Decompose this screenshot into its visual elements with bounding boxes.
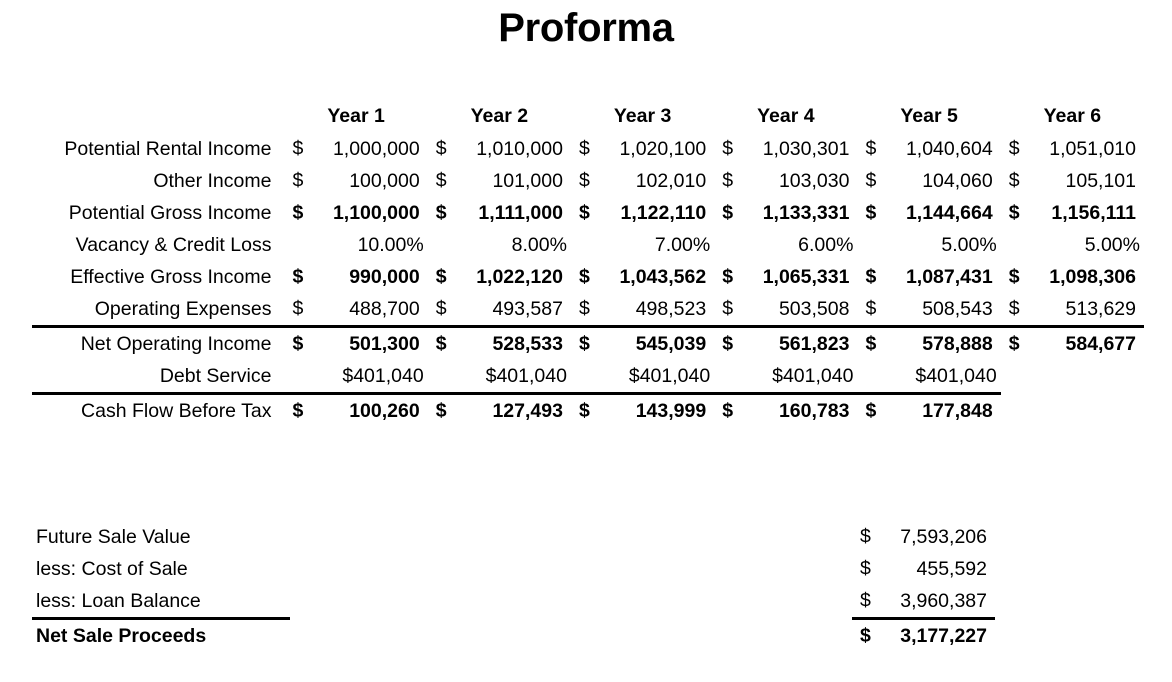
cell-year-1	[284, 165, 427, 197]
currency-symbol: $	[865, 332, 877, 355]
table-row	[32, 133, 1144, 165]
cell-value: 578,888	[922, 332, 993, 355]
cell-value: 990,000	[349, 265, 420, 288]
cell-year-2	[428, 293, 571, 327]
currency-symbol: $	[292, 169, 304, 192]
cell-value: 102,010	[635, 169, 707, 192]
cell-year-1	[284, 327, 427, 361]
cell-value: 503,508	[778, 297, 850, 320]
cell-year-1	[284, 261, 427, 293]
currency-symbol: $	[292, 332, 304, 355]
cell-value: 1,065,331	[762, 265, 850, 288]
column-header-year-4: Year 4	[757, 105, 815, 127]
currency-symbol: $	[435, 169, 447, 192]
cell-year-1	[284, 197, 427, 229]
sale-row-spacer	[290, 585, 852, 619]
cell-value: 103,030	[778, 169, 850, 192]
sale-summary-table	[32, 521, 1144, 652]
sale-row	[32, 585, 1144, 619]
cell-year-2	[428, 360, 571, 394]
row-label: Net Operating Income	[32, 327, 284, 361]
row-label: Potential Rental Income	[64, 137, 272, 160]
cell-year-1	[284, 229, 427, 261]
currency-symbol: $	[1008, 169, 1020, 192]
table-row	[32, 261, 1144, 293]
cell-value: $401,040	[772, 364, 854, 387]
currency-symbol: $	[722, 297, 734, 320]
currency-symbol: $	[722, 201, 734, 224]
table-header-row	[32, 100, 1144, 133]
table-row	[32, 165, 1144, 197]
currency-symbol: $	[860, 624, 871, 647]
cell-value: 1,010,000	[476, 137, 563, 160]
cell-year-4	[714, 327, 857, 361]
cell-year-3	[571, 229, 714, 261]
cell-value: 127,493	[492, 399, 563, 422]
cell-value: 1,020,100	[619, 137, 707, 160]
proforma-table	[32, 100, 1144, 427]
cell-year-5	[857, 229, 1000, 261]
cell-value: 528,533	[492, 332, 563, 355]
cell-value: 561,823	[778, 332, 850, 355]
currency-symbol: $	[292, 201, 304, 224]
cell-value: 1,000,000	[332, 137, 420, 160]
sale-row-value-cell	[852, 619, 995, 653]
row-label: Effective Gross Income	[70, 265, 272, 288]
cell-year-5	[857, 197, 1000, 229]
cell-year-3	[571, 293, 714, 327]
row-label: Other Income	[153, 169, 272, 192]
cell-year-2	[428, 165, 571, 197]
row-label: Debt Service	[159, 364, 272, 387]
cell-value: 1,030,301	[762, 137, 850, 160]
table-row	[32, 394, 1144, 428]
cell-value: 498,523	[635, 297, 707, 320]
sale-row-value: 7,593,206	[900, 525, 987, 548]
cell-value: 1,100,000	[332, 201, 420, 224]
table-row	[32, 229, 1144, 261]
cell-year-6	[1001, 197, 1144, 229]
currency-symbol: $	[435, 399, 447, 422]
cell-year-4	[714, 133, 857, 165]
currency-symbol: $	[722, 399, 734, 422]
cell-year-2	[428, 394, 571, 428]
cell-year-2	[428, 327, 571, 361]
cell-value: 501,300	[349, 332, 420, 355]
cell-year-4	[714, 261, 857, 293]
cell-year-2	[428, 197, 571, 229]
currency-symbol: $	[578, 399, 590, 422]
cell-value: 1,098,306	[1049, 265, 1136, 288]
cell-value: 1,156,111	[1051, 201, 1136, 224]
cell-year-6	[1001, 360, 1144, 394]
cell-year-3	[571, 197, 714, 229]
cell-year-5	[857, 261, 1000, 293]
currency-symbol: $	[578, 297, 590, 320]
cell-year-5	[857, 133, 1000, 165]
row-label: Cash Flow Before Tax	[32, 394, 284, 428]
row-label: Vacancy & Credit Loss	[75, 233, 272, 256]
cell-value: $401,040	[342, 364, 424, 387]
currency-symbol: $	[860, 557, 871, 580]
sale-row-value-cell	[852, 553, 995, 585]
currency-symbol: $	[865, 399, 877, 422]
currency-symbol: $	[292, 137, 304, 160]
currency-symbol: $	[435, 297, 447, 320]
cell-year-4	[714, 165, 857, 197]
sale-row-tail	[995, 585, 1144, 619]
currency-symbol: $	[860, 589, 871, 612]
cell-value: 105,101	[1065, 169, 1136, 192]
sale-row-tail	[995, 553, 1144, 585]
cell-year-2	[428, 133, 571, 165]
table-row	[32, 360, 1144, 394]
cell-value: $401,040	[915, 364, 997, 387]
cell-year-2	[428, 261, 571, 293]
sale-row-value: 3,960,387	[900, 589, 987, 612]
cell-year-3	[571, 327, 714, 361]
currency-symbol: $	[1008, 332, 1020, 355]
currency-symbol: $	[1008, 297, 1020, 320]
currency-symbol: $	[578, 332, 590, 355]
cell-value: 1,051,010	[1049, 137, 1136, 160]
sale-row-value-cell	[852, 521, 995, 553]
cell-value: $401,040	[485, 364, 567, 387]
cell-year-4	[714, 394, 857, 428]
cell-year-4	[714, 360, 857, 394]
sale-row	[32, 553, 1144, 585]
cell-value: 104,060	[922, 169, 993, 192]
cell-value: 1,087,431	[905, 265, 993, 288]
currency-symbol: $	[578, 265, 590, 288]
currency-symbol: $	[865, 201, 877, 224]
cell-year-1	[284, 133, 427, 165]
currency-symbol: $	[722, 137, 734, 160]
sale-row-label: Future Sale Value	[36, 525, 191, 548]
currency-symbol: $	[435, 137, 447, 160]
cell-year-6	[1001, 165, 1144, 197]
currency-symbol: $	[865, 265, 877, 288]
currency-symbol: $	[578, 137, 590, 160]
sale-row-value: 3,177,227	[900, 624, 987, 647]
cell-value: $401,040	[628, 364, 711, 387]
cell-year-3	[571, 360, 714, 394]
cell-year-5	[857, 360, 1000, 394]
cell-year-2	[428, 229, 571, 261]
cell-value: 10.00%	[357, 233, 424, 256]
cell-year-3	[571, 165, 714, 197]
sale-row	[32, 521, 1144, 553]
cell-value: 101,000	[492, 169, 563, 192]
sale-summary-body	[32, 521, 1144, 652]
cell-value: 1,144,664	[905, 201, 993, 224]
column-header-year-2: Year 2	[470, 105, 529, 127]
currency-symbol: $	[865, 169, 877, 192]
cell-year-1	[284, 394, 427, 428]
cell-value: 100,000	[349, 169, 420, 192]
cell-value: 1,122,110	[620, 201, 707, 224]
currency-symbol: $	[292, 399, 304, 422]
table-row	[32, 327, 1144, 361]
cell-value: 513,629	[1065, 297, 1136, 320]
currency-symbol: $	[865, 297, 877, 320]
cell-value: 1,040,604	[905, 137, 993, 160]
cell-value: 493,587	[492, 297, 563, 320]
cell-value: 488,700	[349, 297, 420, 320]
currency-symbol: $	[292, 297, 304, 320]
column-header-year-1: Year 1	[327, 105, 385, 127]
cell-year-6	[1001, 261, 1144, 293]
cell-value: 508,543	[922, 297, 993, 320]
cell-year-5	[857, 293, 1000, 327]
cell-year-4	[714, 293, 857, 327]
cell-value: 5.00%	[1084, 233, 1140, 256]
sale-row-label: less: Loan Balance	[36, 589, 201, 612]
currency-symbol: $	[722, 332, 734, 355]
cell-value: 1,111,000	[478, 201, 563, 224]
currency-symbol: $	[578, 201, 590, 224]
table-row	[32, 293, 1144, 327]
cell-year-6	[1001, 293, 1144, 327]
cell-value: 177,848	[922, 399, 993, 422]
sale-row-spacer	[290, 521, 852, 553]
cell-year-6	[1001, 133, 1144, 165]
header-blank-corner	[32, 100, 284, 133]
currency-symbol: $	[1008, 137, 1020, 160]
cell-value: 6.00%	[798, 233, 854, 256]
row-label: Potential Gross Income	[68, 201, 272, 224]
cell-year-4	[714, 197, 857, 229]
sale-row-label: Net Sale Proceeds	[32, 619, 290, 653]
cell-year-6	[1001, 327, 1144, 361]
currency-symbol: $	[860, 525, 871, 548]
currency-symbol: $	[578, 169, 590, 192]
cell-year-3	[571, 394, 714, 428]
cell-value: 7.00%	[654, 233, 711, 256]
currency-symbol: $	[435, 201, 447, 224]
cell-year-1	[284, 360, 427, 394]
cell-year-5	[857, 165, 1000, 197]
cell-value: 1,043,562	[619, 265, 707, 288]
sale-row-label: less: Cost of Sale	[36, 557, 188, 580]
cell-year-4	[714, 229, 857, 261]
cell-year-5	[857, 394, 1000, 428]
cell-year-6	[1001, 394, 1144, 428]
cell-value: 143,999	[635, 399, 707, 422]
cell-value: 584,677	[1065, 332, 1136, 355]
cell-value: 160,783	[778, 399, 850, 422]
cell-year-5	[857, 327, 1000, 361]
column-header-year-6: Year 6	[1043, 105, 1102, 127]
currency-symbol: $	[1008, 201, 1020, 224]
cell-value: 5.00%	[941, 233, 997, 256]
page-title: Proforma	[498, 6, 674, 50]
cell-value: 545,039	[635, 332, 707, 355]
cell-year-3	[571, 133, 714, 165]
currency-symbol: $	[722, 169, 734, 192]
cell-value: 100,260	[349, 399, 420, 422]
currency-symbol: $	[292, 265, 304, 288]
sale-row-spacer	[290, 553, 852, 585]
currency-symbol: $	[1008, 265, 1020, 288]
sale-row-tail	[995, 619, 1144, 653]
cell-value: 1,133,331	[762, 201, 850, 224]
cell-year-3	[571, 261, 714, 293]
sale-row-tail	[995, 521, 1144, 553]
sale-row-value-cell	[852, 585, 995, 619]
row-label: Operating Expenses	[94, 297, 272, 320]
cell-year-1	[284, 293, 427, 327]
cell-value: 8.00%	[511, 233, 567, 256]
column-header-year-3: Year 3	[613, 105, 672, 127]
currency-symbol: $	[865, 137, 877, 160]
sale-row-value: 455,592	[916, 557, 987, 580]
currency-symbol: $	[435, 332, 447, 355]
currency-symbol: $	[722, 265, 734, 288]
sale-row-spacer	[290, 619, 852, 653]
table-row	[32, 197, 1144, 229]
column-header-year-5: Year 5	[900, 105, 958, 127]
cell-year-6	[1001, 229, 1144, 261]
cell-value: 1,022,120	[476, 265, 563, 288]
currency-symbol: $	[435, 265, 447, 288]
sale-row	[32, 619, 1144, 653]
proforma-body	[32, 133, 1144, 427]
